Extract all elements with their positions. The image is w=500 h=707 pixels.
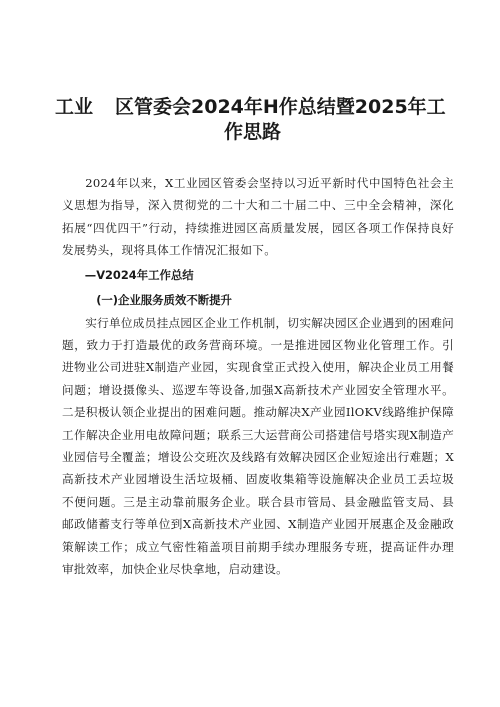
subsection-body-1: 实行单位成员挂点园区企业工作机制，切实解决园区企业遇到的困难问题，致力于打造最优的政务营商环境。一是推进园区物业化管理工作。引进物业公司进驻X制造产业园，实现食堂正式投入使用，解决企业员工用餐问题；增设摄像头、巡逻车等设备,加强X高新技术产业园安全管理水平。二是积极认领企业提出的困难问题。推动解决X产业园IlOKV线路维护保障工作解决企业用电故障问题；联系三大运营商公司搭建信号塔实现X制造产业园信号全覆盖；增设公交班次及线路有效解决园区企业短途出行难题；X高新技术产业园增设生活垃圾桶、固废收集箱等设施解决企业员工丢垃圾不便问题。三是主动靠前服务企业。联合县市管局、县金融监管支局、县邮政储蓄支行等单位到X高新技术产业园、X制造产业园开展惠企及金融政策解读工作；成立气密性箱盖项目前期手续办理服务专班，提高证件办理审批效率，加快企业尽快拿地，启动建设。 xyxy=(62,315,454,577)
document-title xyxy=(55,95,450,145)
title-line-1 xyxy=(55,95,450,120)
subsection-heading-1: (一)企业服务质效不断提升 xyxy=(96,292,232,307)
document-body xyxy=(62,172,454,581)
title-line-2: 作思路 xyxy=(223,121,281,143)
intro-paragraph: 2024年以来，X工业园区管委会坚持以习近平新时代中国特色社会主义思想为指导，深入贯彻党的二十大和二十届二中、三中全会精神，深化拓展“四优四干”行动，持续推进园区高质量发展，园区各项工作保持良好发展势头，现将具体工作情况汇报如下。 xyxy=(62,176,454,258)
title-part-1: 工业 xyxy=(55,96,94,118)
title-part-2: 区管委会2024年H作总结暨2025年工 xyxy=(115,96,446,118)
section-heading-1: —V2024年工作总结 xyxy=(84,267,194,282)
